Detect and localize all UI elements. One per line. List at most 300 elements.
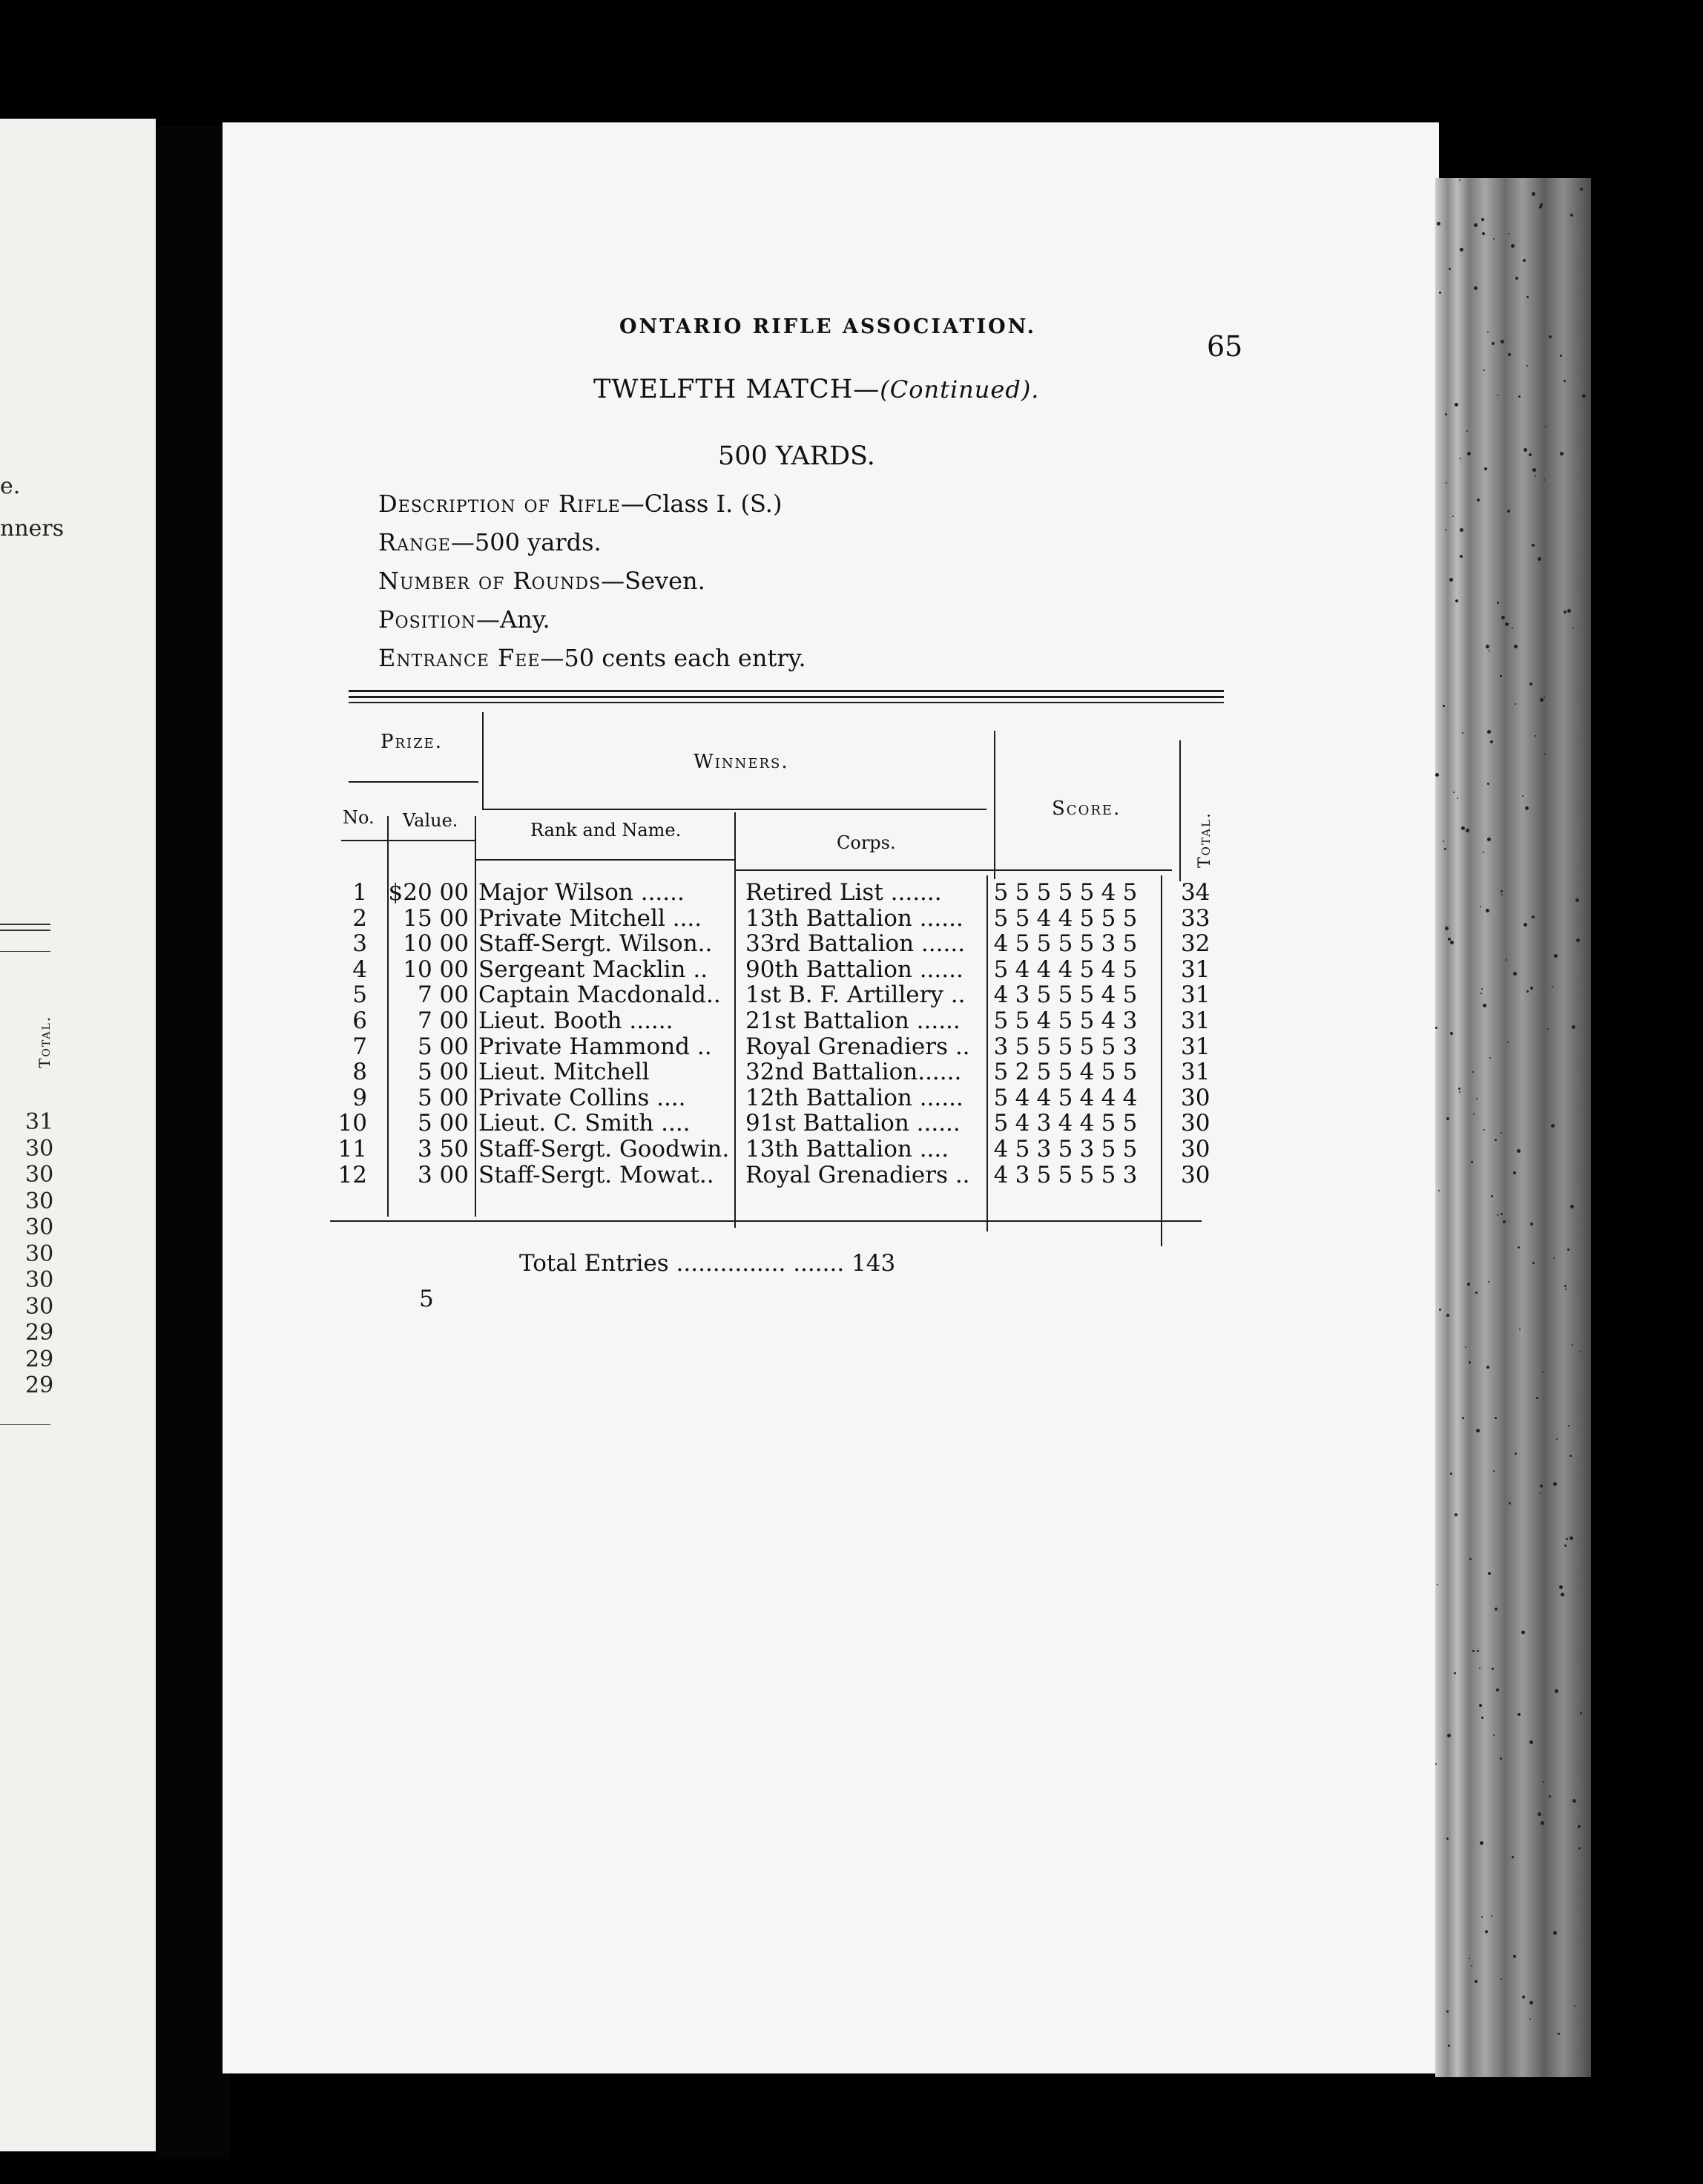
paper-speck [1507, 510, 1510, 513]
paper-speck [1446, 2010, 1449, 2013]
paper-speck [1500, 1757, 1502, 1760]
paper-speck [1471, 1965, 1472, 1967]
shot-score: 5 [1079, 1007, 1095, 1034]
shot-score: 5 [993, 1059, 1009, 1086]
left-page-rule [0, 930, 50, 931]
paper-speck [1493, 1734, 1495, 1736]
table-bottom-rule [330, 1220, 1202, 1222]
paper-speck [1549, 1795, 1551, 1797]
left-page-total-value: 29 [25, 1372, 54, 1398]
prize-number: 12 [337, 1161, 367, 1188]
table-column-rule [734, 812, 736, 1228]
winner-corps: Retired List ....... [745, 879, 942, 906]
shot-score: 5 [1036, 1161, 1052, 1188]
paper-speck [1532, 915, 1535, 918]
paper-speck [1535, 735, 1536, 737]
paper-speck [1524, 448, 1527, 452]
condition-line [378, 567, 705, 595]
shot-score: 5 [1015, 1136, 1030, 1162]
paper-speck [1449, 268, 1451, 270]
paper-speck [1489, 1057, 1491, 1059]
paper-speck [1582, 394, 1586, 398]
paper-speck [1481, 1717, 1483, 1719]
shot-score: 5 [1036, 930, 1052, 958]
paper-speck [1459, 1091, 1460, 1093]
score-total: 31 [1181, 956, 1210, 983]
table-header-rule [475, 859, 734, 861]
paper-speck [1580, 188, 1583, 191]
winner-rank-name: Sergeant Macklin .. [478, 956, 708, 983]
paper-speck [1526, 365, 1528, 366]
score-total: 31 [1181, 1007, 1210, 1034]
paper-speck [1544, 753, 1546, 754]
condition-label: Description of Rifle [378, 490, 621, 518]
left-page-total-value: 29 [25, 1320, 54, 1346]
prize-number: 2 [352, 904, 367, 932]
paper-speck [1486, 1366, 1489, 1369]
paper-speck [1542, 1372, 1544, 1373]
shot-score: 5 [1015, 904, 1030, 932]
paper-speck [1517, 1149, 1521, 1153]
paper-speck [1480, 993, 1482, 994]
paper-speck [1453, 792, 1455, 793]
paper-speck [1492, 342, 1495, 345]
table-header-rule [734, 869, 1172, 871]
condition-value: —Any. [475, 605, 550, 634]
paper-speck [1578, 1847, 1581, 1849]
prize-number: 9 [352, 1084, 367, 1111]
shot-score: 4 [1058, 956, 1073, 983]
paper-speck [1476, 1429, 1480, 1433]
shot-score: 5 [1058, 1007, 1073, 1034]
table-column-rule [482, 712, 484, 809]
prize-number: 6 [352, 1007, 367, 1034]
header-rank-name: Rank and Name. [530, 820, 682, 841]
prize-value: 5 00 [417, 1059, 469, 1086]
score-shots [990, 1110, 1153, 1137]
paper-speck [1545, 426, 1546, 427]
paper-speck [1529, 2019, 1531, 2020]
total-entries-label: Total Entries ............... ....... [519, 1250, 845, 1277]
header-no: No. [343, 807, 375, 828]
paper-speck [1466, 829, 1469, 832]
condition-label: Entrance Fee [378, 644, 541, 672]
paper-speck [1522, 1996, 1525, 1999]
paper-speck [1472, 1071, 1474, 1073]
condition-value: —Seven. [601, 567, 705, 595]
paper-speck [1540, 1484, 1543, 1487]
paper-speck [1488, 1281, 1489, 1283]
paper-speck [1460, 248, 1463, 251]
paper-speck [1553, 1482, 1557, 1486]
table-top-rule [349, 690, 1224, 692]
shot-score: 3 [1101, 930, 1116, 958]
score-shots [990, 1007, 1153, 1034]
paper-speck [1518, 1246, 1520, 1249]
prize-number: 8 [352, 1059, 367, 1086]
score-shots [990, 981, 1153, 1008]
condition-line [378, 490, 782, 518]
prize-value: $20 00 [388, 879, 469, 906]
paper-speck [1501, 890, 1503, 892]
condition-label: Range [378, 528, 451, 556]
paper-speck [1532, 544, 1535, 547]
paper-speck [1491, 1915, 1492, 1917]
shot-score: 4 [1036, 1084, 1052, 1111]
paper-speck [1457, 797, 1458, 799]
shot-score: 5 [993, 904, 1009, 932]
paper-speck [1444, 848, 1446, 850]
paper-speck [1522, 795, 1524, 797]
match-title-continued: (Continued). [880, 375, 1040, 404]
shot-score: 5 [1122, 879, 1138, 906]
shot-score: 5 [1101, 1033, 1116, 1060]
left-page-total-value: 31 [25, 1109, 54, 1135]
winner-corps: 12th Battalion ...... [745, 1084, 964, 1111]
paper-speck [1487, 332, 1489, 333]
paper-speck [1435, 1027, 1437, 1029]
paper-speck [1480, 906, 1481, 907]
shot-score: 5 [1079, 904, 1095, 932]
paper-speck [1466, 430, 1468, 432]
condition-line [378, 644, 806, 672]
winner-rank-name: Private Hammond .. [478, 1033, 712, 1060]
shot-score: 4 [1036, 956, 1052, 983]
paper-speck [1491, 1195, 1493, 1197]
paper-speck [1446, 1314, 1449, 1317]
left-page-total-value: 30 [25, 1214, 54, 1240]
shot-score: 3 [1036, 1110, 1052, 1137]
paper-speck [1445, 927, 1449, 930]
shot-score: 5 [1079, 879, 1095, 906]
paper-speck [1500, 675, 1502, 677]
winner-corps: Royal Grenadiers .. [745, 1161, 970, 1188]
paper-speck [1501, 1979, 1502, 1980]
paper-speck [1501, 1132, 1502, 1134]
book-fore-edge [1435, 178, 1591, 2077]
paper-speck [1574, 2005, 1575, 2007]
match-title [593, 375, 1039, 404]
score-shots [990, 1136, 1153, 1162]
shot-score: 5 [1101, 904, 1116, 932]
score-total: 31 [1181, 1033, 1210, 1060]
distance-heading: 500 YARDS. [718, 441, 875, 471]
paper-speck [1540, 698, 1544, 702]
paper-speck [1461, 826, 1465, 830]
paper-speck [1477, 1650, 1479, 1652]
shot-score: 4 [1079, 1059, 1095, 1086]
shot-score: 5 [1058, 879, 1073, 906]
paper-speck [1472, 1650, 1475, 1652]
condition-label: Number of Rounds [378, 567, 602, 595]
prize-value: 5 00 [417, 1110, 469, 1137]
shot-score: 5 [1079, 956, 1095, 983]
winner-corps: 21st Battalion ...... [745, 1007, 961, 1034]
left-page-fragment [0, 119, 156, 2151]
paper-speck [1492, 1668, 1494, 1670]
score-shots [990, 930, 1153, 957]
score-total: 31 [1181, 1059, 1210, 1086]
paper-speck [1487, 838, 1491, 841]
winner-rank-name: Lieut. Mitchell [478, 1059, 650, 1086]
paper-speck [1513, 1171, 1516, 1174]
shot-score: 4 [1036, 904, 1052, 932]
paper-speck [1483, 1004, 1486, 1007]
prize-number: 11 [337, 1136, 367, 1162]
left-page-total-value: 30 [25, 1135, 54, 1162]
shot-score: 5 [1079, 1033, 1095, 1060]
winner-rank-name: Lieut. C. Smith .... [478, 1110, 691, 1137]
paper-speck [1553, 1257, 1555, 1259]
winner-corps: 13th Battalion .... [745, 1136, 949, 1162]
paper-speck [1460, 528, 1463, 532]
running-head: ONTARIO RIFLE ASSOCIATION. [619, 315, 1037, 338]
winner-rank-name: Captain Macdonald.. [478, 981, 721, 1009]
paper-speck [1493, 1470, 1495, 1472]
paper-speck [1572, 1025, 1575, 1029]
paper-speck [1496, 1688, 1499, 1691]
paper-speck [1507, 1042, 1509, 1043]
paper-speck [1580, 1712, 1582, 1714]
table-column-rule [475, 816, 476, 1217]
paper-speck [1476, 1098, 1478, 1099]
paper-speck [1564, 380, 1566, 382]
winner-corps: 13th Battalion ...... [745, 904, 964, 932]
paper-speck [1487, 730, 1491, 734]
paper-speck [1437, 1584, 1438, 1585]
header-corps: Corps. [837, 832, 896, 853]
paper-speck [1572, 1344, 1573, 1346]
shot-score: 5 [1058, 1136, 1073, 1162]
paper-speck [1560, 355, 1562, 357]
shot-score: 3 [1122, 1161, 1138, 1188]
shot-score: 4 [1101, 1007, 1116, 1034]
paper-speck [1538, 557, 1541, 561]
paper-speck [1503, 1220, 1506, 1223]
total-entries [519, 1250, 895, 1277]
shot-score: 4 [1101, 879, 1116, 906]
paper-speck [1532, 192, 1535, 196]
paper-speck [1493, 238, 1495, 240]
paper-speck [1518, 1713, 1521, 1716]
score-total: 33 [1181, 904, 1210, 932]
left-page-total-value: 30 [25, 1293, 54, 1320]
paper-speck [1458, 1088, 1460, 1090]
left-page-fragment-text: e. [0, 473, 21, 499]
paper-speck [1479, 1704, 1482, 1707]
paper-speck [1497, 602, 1499, 604]
score-total: 34 [1181, 879, 1210, 906]
paper-speck [1578, 1825, 1581, 1828]
header-prize: Prize. [381, 731, 444, 753]
paper-speck [1460, 555, 1463, 558]
paper-speck [1495, 1139, 1497, 1141]
paper-speck [1569, 1455, 1572, 1457]
paper-speck [1515, 1453, 1517, 1455]
shot-score: 5 [1015, 1007, 1030, 1034]
page-number: 65 [1207, 330, 1243, 363]
paper-speck [1443, 841, 1444, 842]
left-page-total-value: 29 [25, 1346, 54, 1372]
paper-speck [1481, 1916, 1483, 1918]
shot-score: 5 [1079, 1161, 1095, 1188]
paper-speck [1513, 972, 1517, 976]
paper-speck [1449, 578, 1453, 582]
prize-number: 4 [352, 956, 367, 983]
prize-number: 3 [352, 930, 367, 958]
paper-speck [1448, 2045, 1450, 2047]
paper-speck [1465, 1346, 1466, 1348]
paper-speck [1505, 622, 1509, 626]
score-shots [990, 905, 1153, 932]
table-column-rule [1161, 875, 1162, 1246]
paper-speck [1477, 499, 1480, 501]
prize-number: 10 [337, 1110, 367, 1137]
shot-score: 5 [1101, 1161, 1116, 1188]
shot-score: 5 [1101, 1059, 1116, 1086]
paper-speck [1490, 740, 1493, 743]
winner-corps: Royal Grenadiers .. [745, 1033, 970, 1060]
paper-speck [1526, 990, 1529, 993]
paper-speck [1495, 1608, 1498, 1611]
left-page-total-value: 30 [25, 1267, 54, 1293]
shot-score: 4 [1079, 1110, 1095, 1137]
header-value: Value. [403, 810, 458, 831]
paper-speck [1501, 340, 1504, 343]
paper-speck [1455, 1513, 1457, 1516]
left-page-rule [0, 951, 50, 952]
paper-speck [1488, 1572, 1491, 1575]
shot-score: 2 [1015, 1059, 1030, 1086]
prize-value: 3 00 [417, 1161, 469, 1188]
paper-speck [1553, 1931, 1557, 1935]
paper-speck [1569, 1536, 1573, 1540]
paper-speck [1572, 1799, 1576, 1803]
paper-speck [1438, 1190, 1440, 1191]
shot-score: 5 [993, 1084, 1009, 1111]
shot-score: 3 [1015, 1161, 1030, 1188]
score-shots [990, 956, 1153, 983]
paper-speck [1450, 1473, 1452, 1475]
shot-score: 5 [1079, 981, 1095, 1009]
condition-value: —50 cents each entry. [540, 644, 806, 672]
winner-corps: 32nd Battalion...... [745, 1059, 962, 1086]
score-total: 32 [1181, 930, 1210, 958]
paper-speck [1508, 353, 1511, 356]
prize-value: 5 00 [417, 1033, 469, 1060]
prize-value: 5 00 [417, 1084, 469, 1111]
shot-score: 3 [1036, 1136, 1052, 1162]
paper-speck [1580, 1351, 1581, 1352]
winner-rank-name: Private Collins .... [478, 1084, 686, 1111]
winner-corps: 1st B. F. Artillery .. [745, 981, 966, 1009]
score-total: 31 [1181, 981, 1210, 1009]
winner-rank-name: Staff-Sergt. Wilson.. [478, 930, 713, 958]
shot-score: 5 [993, 956, 1009, 983]
paper-speck [1460, 458, 1461, 459]
paper-speck [1529, 682, 1532, 685]
paper-speck [1554, 954, 1558, 958]
table-header-rule [341, 840, 475, 841]
paper-speck [1474, 286, 1478, 290]
paper-speck [1471, 1161, 1473, 1163]
condition-value: —Class I. (S.) [620, 490, 783, 518]
paper-speck [1450, 1032, 1453, 1035]
paper-speck [1497, 395, 1498, 396]
paper-speck [1462, 1417, 1464, 1419]
condition-line [378, 528, 602, 556]
left-page-fragment-text: nners [0, 516, 65, 542]
paper-speck [1435, 773, 1439, 777]
paper-speck [1526, 296, 1529, 298]
shot-score: 5 [1036, 1033, 1052, 1060]
paper-speck [1450, 941, 1454, 944]
shot-score: 5 [1058, 1033, 1073, 1060]
paper-speck [1501, 894, 1503, 895]
paper-speck [1529, 453, 1532, 456]
prize-number: 7 [352, 1033, 367, 1060]
shot-score: 5 [1015, 1033, 1030, 1060]
paper-speck [1525, 806, 1529, 810]
left-page-rule [0, 924, 50, 925]
score-total: 30 [1181, 1110, 1210, 1137]
table-header-rule [482, 809, 986, 810]
paper-speck [1475, 1292, 1478, 1294]
shot-score: 4 [1058, 1110, 1073, 1137]
paper-speck [1530, 1223, 1533, 1226]
paper-speck [1544, 697, 1545, 698]
condition-value: —500 yards. [450, 528, 602, 556]
header-total: Total. [1196, 812, 1214, 868]
paper-speck [1570, 214, 1573, 217]
shot-score: 5 [993, 1007, 1009, 1034]
paper-speck [1515, 703, 1516, 705]
shot-score: 5 [1058, 930, 1073, 958]
shot-score: 5 [993, 879, 1009, 906]
shot-score: 4 [1101, 1084, 1116, 1111]
paper-speck [1455, 403, 1458, 407]
paper-speck [1439, 292, 1441, 294]
table-column-rule [994, 731, 995, 879]
paper-speck [1479, 1668, 1480, 1669]
paper-speck [1480, 1841, 1483, 1845]
paper-speck [1561, 1593, 1564, 1596]
paper-speck [1509, 1502, 1511, 1504]
prize-number: 5 [352, 981, 367, 1009]
shot-score: 3 [1122, 1033, 1138, 1060]
paper-speck [1437, 222, 1440, 226]
score-shots [990, 1085, 1153, 1111]
winner-rank-name: Lieut. Booth ...... [478, 1007, 673, 1034]
paper-speck [1489, 650, 1490, 651]
paper-speck [1446, 482, 1447, 484]
paper-speck [1513, 1955, 1516, 1958]
shot-score: 4 [1036, 1007, 1052, 1034]
paper-speck [1501, 1213, 1503, 1215]
paper-speck [1483, 1129, 1485, 1131]
shot-score: 5 [1122, 981, 1138, 1009]
shot-score: 3 [993, 1033, 1009, 1060]
paper-speck [1452, 516, 1454, 517]
paper-speck [1540, 1493, 1541, 1494]
prize-value: 7 00 [417, 981, 469, 1009]
winner-rank-name: Private Mitchell .... [478, 904, 702, 932]
paper-speck [1473, 1114, 1475, 1115]
paper-speck [1445, 529, 1446, 530]
shot-score: 4 [993, 1161, 1009, 1188]
score-shots [990, 1033, 1153, 1060]
shot-score: 5 [1122, 1110, 1138, 1137]
